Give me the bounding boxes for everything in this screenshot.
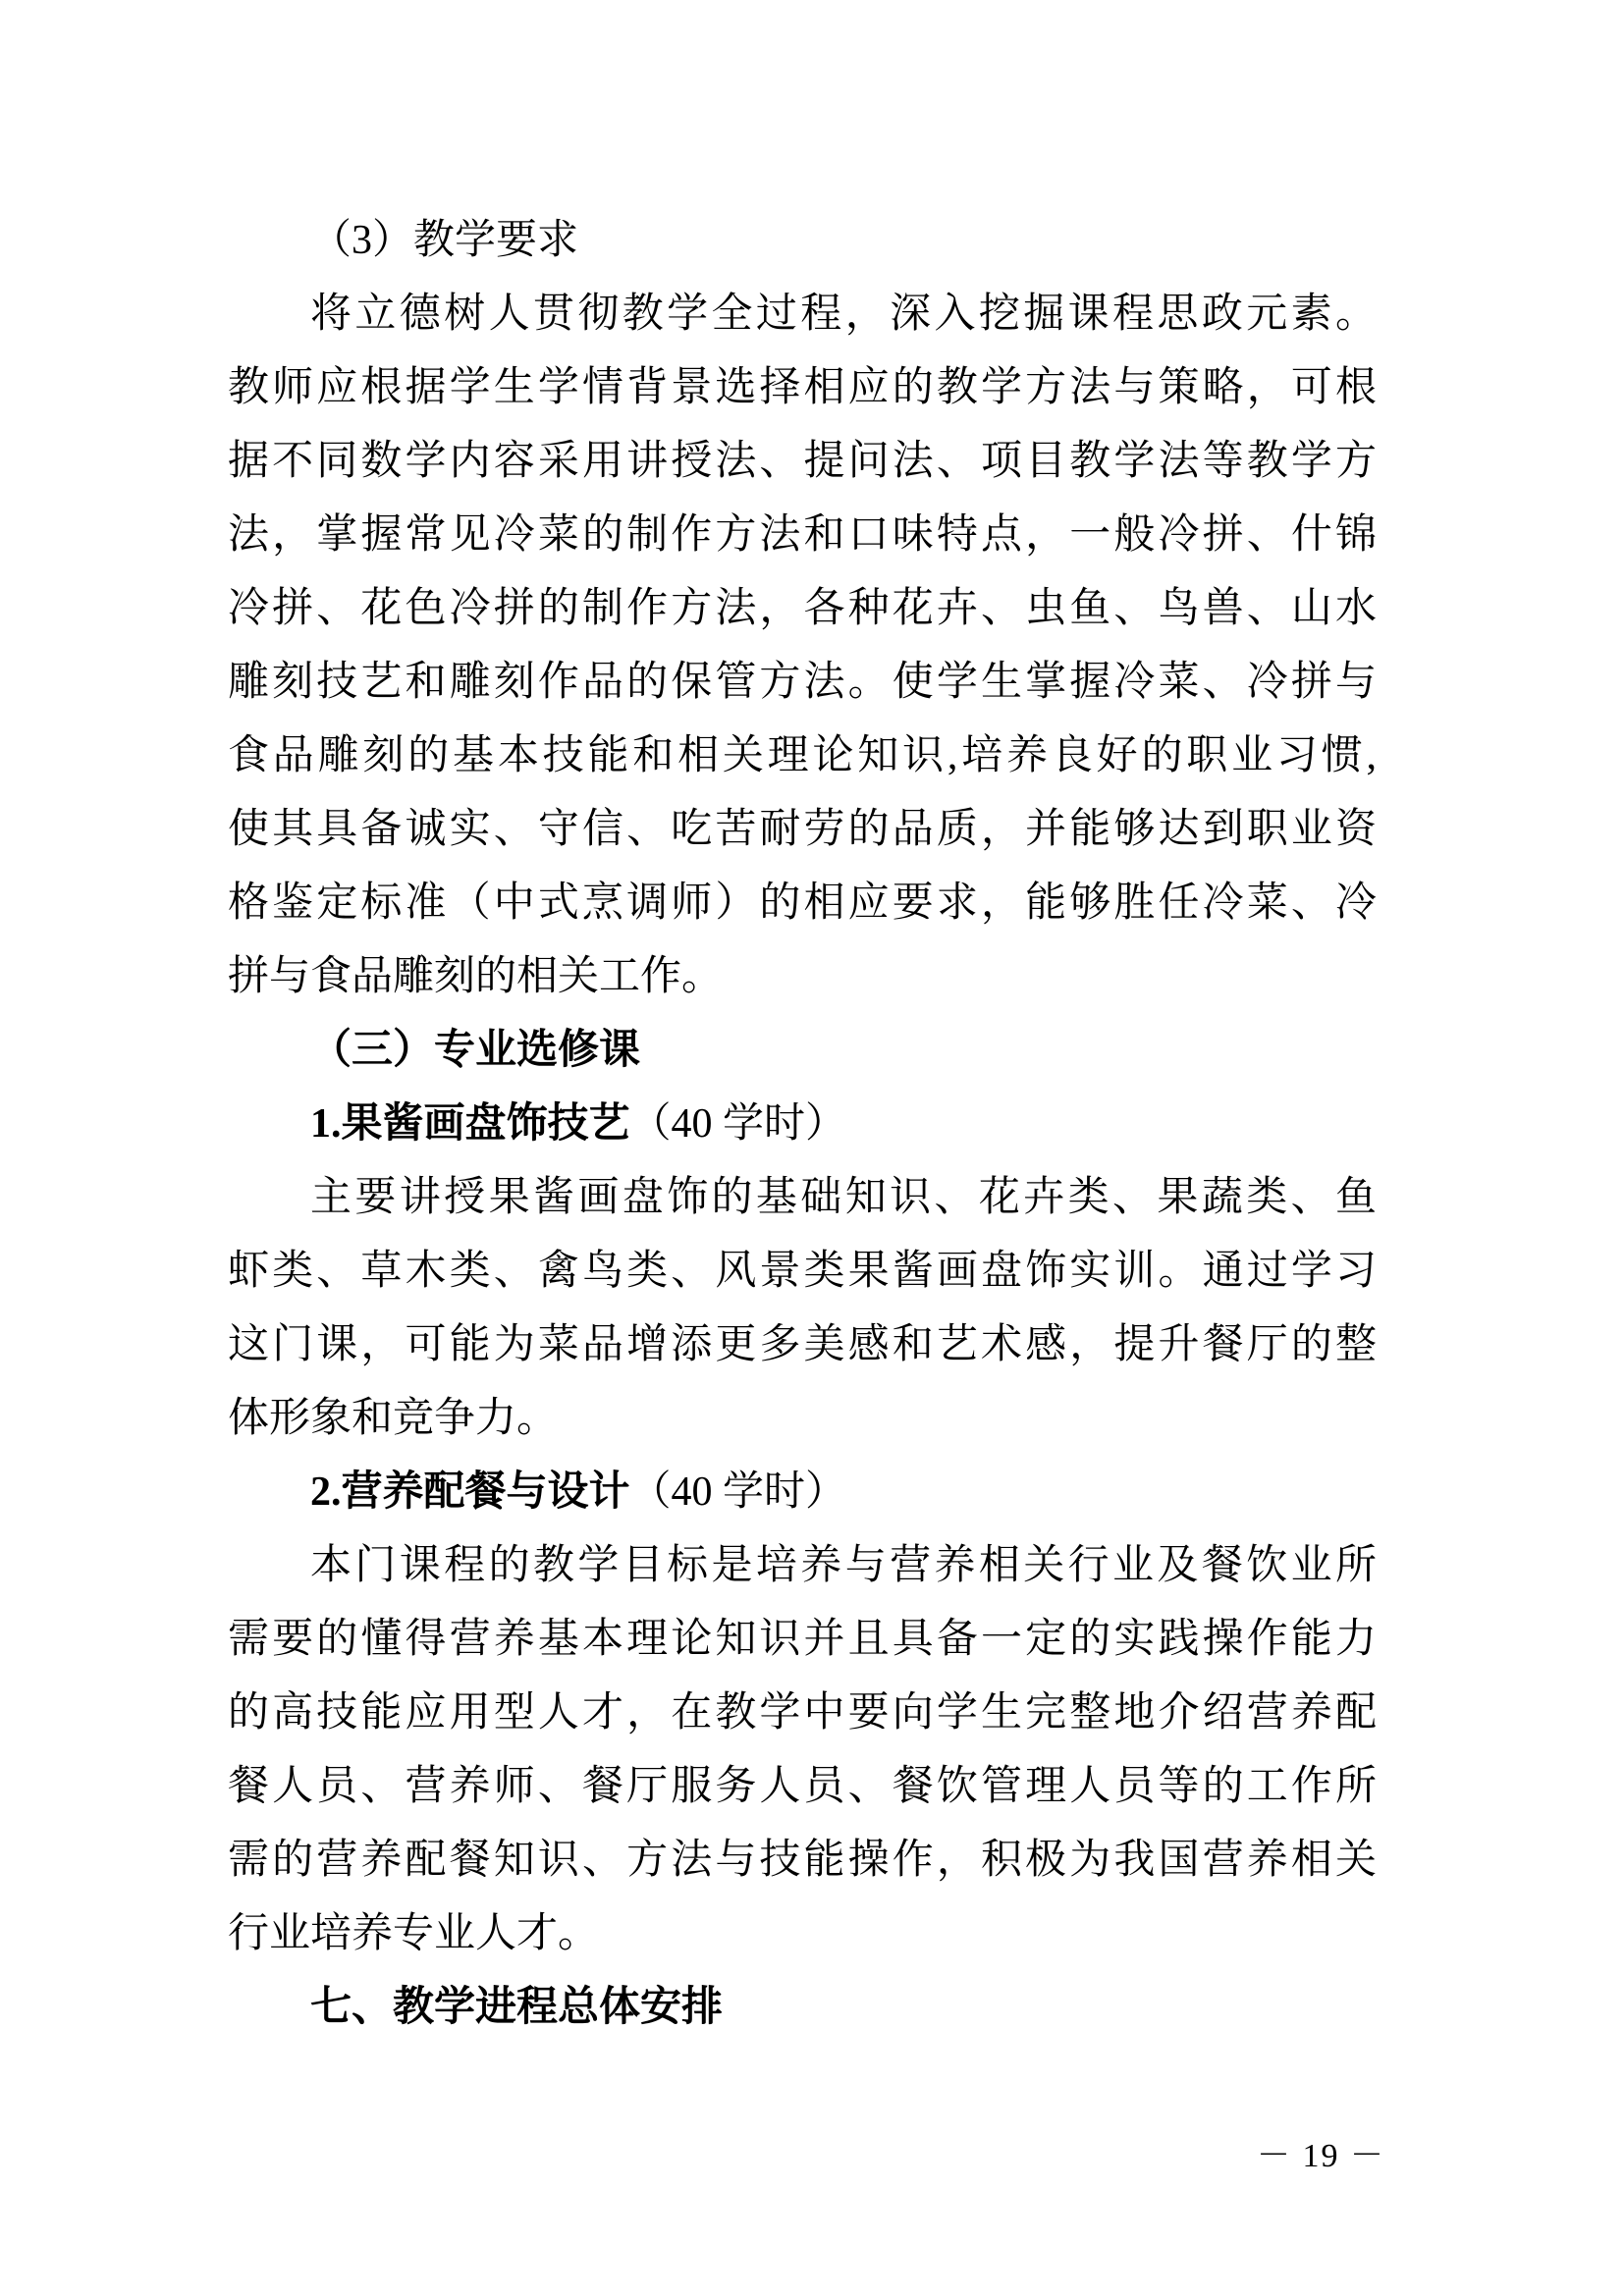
heading-section-3-teaching-requirements: （3）教学要求 [310,218,579,263]
paragraph-line: 格鉴定标准（中式烹调师）的相应要求，能够胜任冷菜、冷 [228,881,1377,926]
paragraph-line: 的高技能应用型人才，在教学中要向学生完整地介绍营养配 [228,1690,1377,1735]
paragraph-line: 需的营养配餐知识、方法与技能操作，积极为我国营养相关 [228,1838,1377,1883]
paragraph-line: 这门课，可能为菜品增添更多美感和艺术感，提升餐厅的整 [228,1322,1377,1367]
heading-elective-courses: （三）专业选修课 [310,1028,641,1073]
paragraph-line: 虾类、草木类、禽鸟类、风景类果酱画盘饰实训。通过学习 [228,1249,1377,1294]
paragraph-line: 法，掌握常见冷菜的制作方法和口味特点，一般冷拼、什锦 [228,512,1377,558]
page-number: － 19 － [1257,2138,1385,2174]
paragraph-line: 雕刻技艺和雕刻作品的保管方法。使学生掌握冷菜、冷拼与 [228,660,1377,705]
paragraph-line: 食品雕刻的基本技能和相关理论知识,培养良好的职业习惯, [228,733,1377,778]
course-2-title: 2.营养配餐与设计 [310,1469,630,1515]
paragraph-line: 冷拼、花色冷拼的制作方法，各种花卉、虫鱼、鸟兽、山水 [228,586,1377,631]
course-1-hours: （40 学时） [629,1101,847,1147]
paragraph-line: 体形象和竞争力。 [228,1396,559,1441]
course-2-hours: （40 学时） [629,1469,847,1515]
paragraph-line: 教师应根据学生学情背景选择相应的教学方法与策略，可根 [228,365,1377,410]
paragraph-line: 需要的懂得营养基本理论知识并且具备一定的实践操作能力 [228,1617,1377,1662]
heading-course-2 [228,1456,1377,1529]
text-content [228,204,1377,2045]
paragraph-line: 行业培养专业人才。 [228,1911,600,1956]
paragraph-line: 将立德树人贯彻教学全过程，深入挖掘课程思政元素。 [310,292,1377,337]
heading-chapter-7-schedule: 七、教学进程总体安排 [310,1985,724,2030]
paragraph-line: 主要讲授果酱画盘饰的基础知识、花卉类、果蔬类、鱼 [310,1175,1377,1220]
paragraph-line: 本门课程的教学目标是培养与营养相关行业及餐饮业所 [310,1543,1377,1588]
paragraph-line: 餐人员、营养师、餐厅服务人员、餐饮管理人员等的工作所 [228,1764,1377,1809]
paragraph-line: 使其具备诚实、守信、吃苦耐劳的品质，并能够达到职业资 [228,807,1377,852]
paragraph-line: 拼与食品雕刻的相关工作。 [228,954,724,999]
course-1-title: 1.果酱画盘饰技艺 [310,1101,630,1147]
paragraph-line: 据不同数学内容采用讲授法、提问法、项目教学法等教学方 [228,439,1377,484]
heading-course-1 [228,1088,1377,1161]
